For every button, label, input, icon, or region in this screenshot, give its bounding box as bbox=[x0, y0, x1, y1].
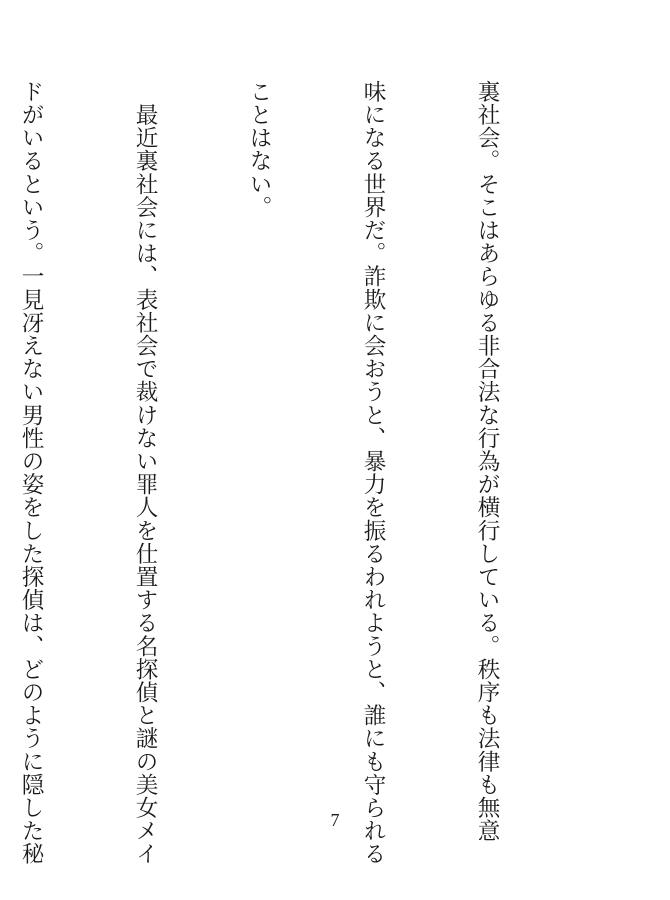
text-line: ドがいるという。一見冴えない男性の姿をした探偵は、どのように隠した秘 bbox=[18, 80, 44, 866]
page-number: 7 bbox=[330, 810, 340, 830]
text-line: 裏社会。そこはあらゆる非合法な行為が横行している。秩序も法律も無意 bbox=[474, 80, 500, 843]
text-line: ことはない。 bbox=[246, 80, 272, 219]
vertical-text-body bbox=[18, 80, 582, 866]
text-line: 最近裏社会には、表社会で裁けない罪人を仕置する名探偵と謎の美女メイ bbox=[132, 80, 158, 866]
text-line: 味になる世界だ。詐欺に会おうと、暴力を振るわれようと、誰にも守られる bbox=[360, 80, 386, 866]
